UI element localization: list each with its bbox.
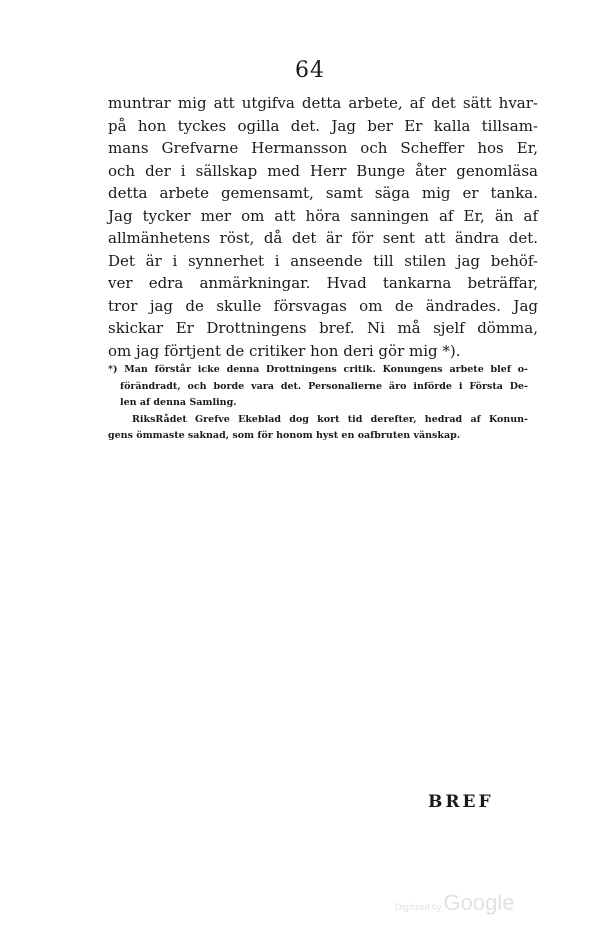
page-number: 64 xyxy=(295,58,325,83)
footnotes xyxy=(108,362,528,445)
body-text xyxy=(108,92,538,362)
footnote-line: förändradt, och borde vara det. Personalierne äro införde i Första De- xyxy=(120,380,528,392)
body-line: mans Grefvarne Hermansson och Scheffer hos Er, xyxy=(108,139,538,157)
footnote-line: gens ömmaste saknad, som för honom hyst en oafbruten vänskap. xyxy=(108,430,461,441)
footnote-line: *) Man förstår icke denna Drottningens critik. Konungens arbete blef o- xyxy=(108,364,528,375)
body-line: Jag tycker mer om att höra sanningen af Er, än af xyxy=(108,206,538,225)
footnote-line: len af denna Samling. xyxy=(120,397,237,408)
body-line: detta arbete gemensamt, samt säga mig er tanka. xyxy=(108,184,538,202)
watermark-prefix: Digitized by xyxy=(395,902,442,912)
catchword: BREF xyxy=(428,792,494,812)
body-line: om jag förtjent de critiker hon deri gör mig *). xyxy=(108,341,461,360)
body-line: och der i sällskap med Herr Bunge åter genomläsa xyxy=(108,161,538,180)
body-line: Det är i synnerhet i anseende till stilen jag behöf- xyxy=(108,251,538,270)
footnote-line: RiksRådet Grefve Ekeblad dog kort tid derefter, hedrad af Konun- xyxy=(132,413,528,425)
body-line: allmänhetens röst, då det är för sent att ändra det. xyxy=(108,229,538,247)
body-line: på hon tyckes ogilla det. Jag ber Er kalla tillsam- xyxy=(108,116,538,135)
body-line: ver edra anmärkningar. Hvad tankarna beträffar, xyxy=(108,274,538,292)
watermark xyxy=(395,890,514,916)
body-line: muntrar mig att utgifva detta arbete, af det sätt hvar- xyxy=(108,94,538,112)
watermark-logo: Google xyxy=(443,890,515,915)
body-line: tror jag de skulle försvagas om de ändrades. Jag xyxy=(108,296,538,315)
body-line: skickar Er Drottningens bref. Ni må sjelf dömma, xyxy=(108,319,538,337)
